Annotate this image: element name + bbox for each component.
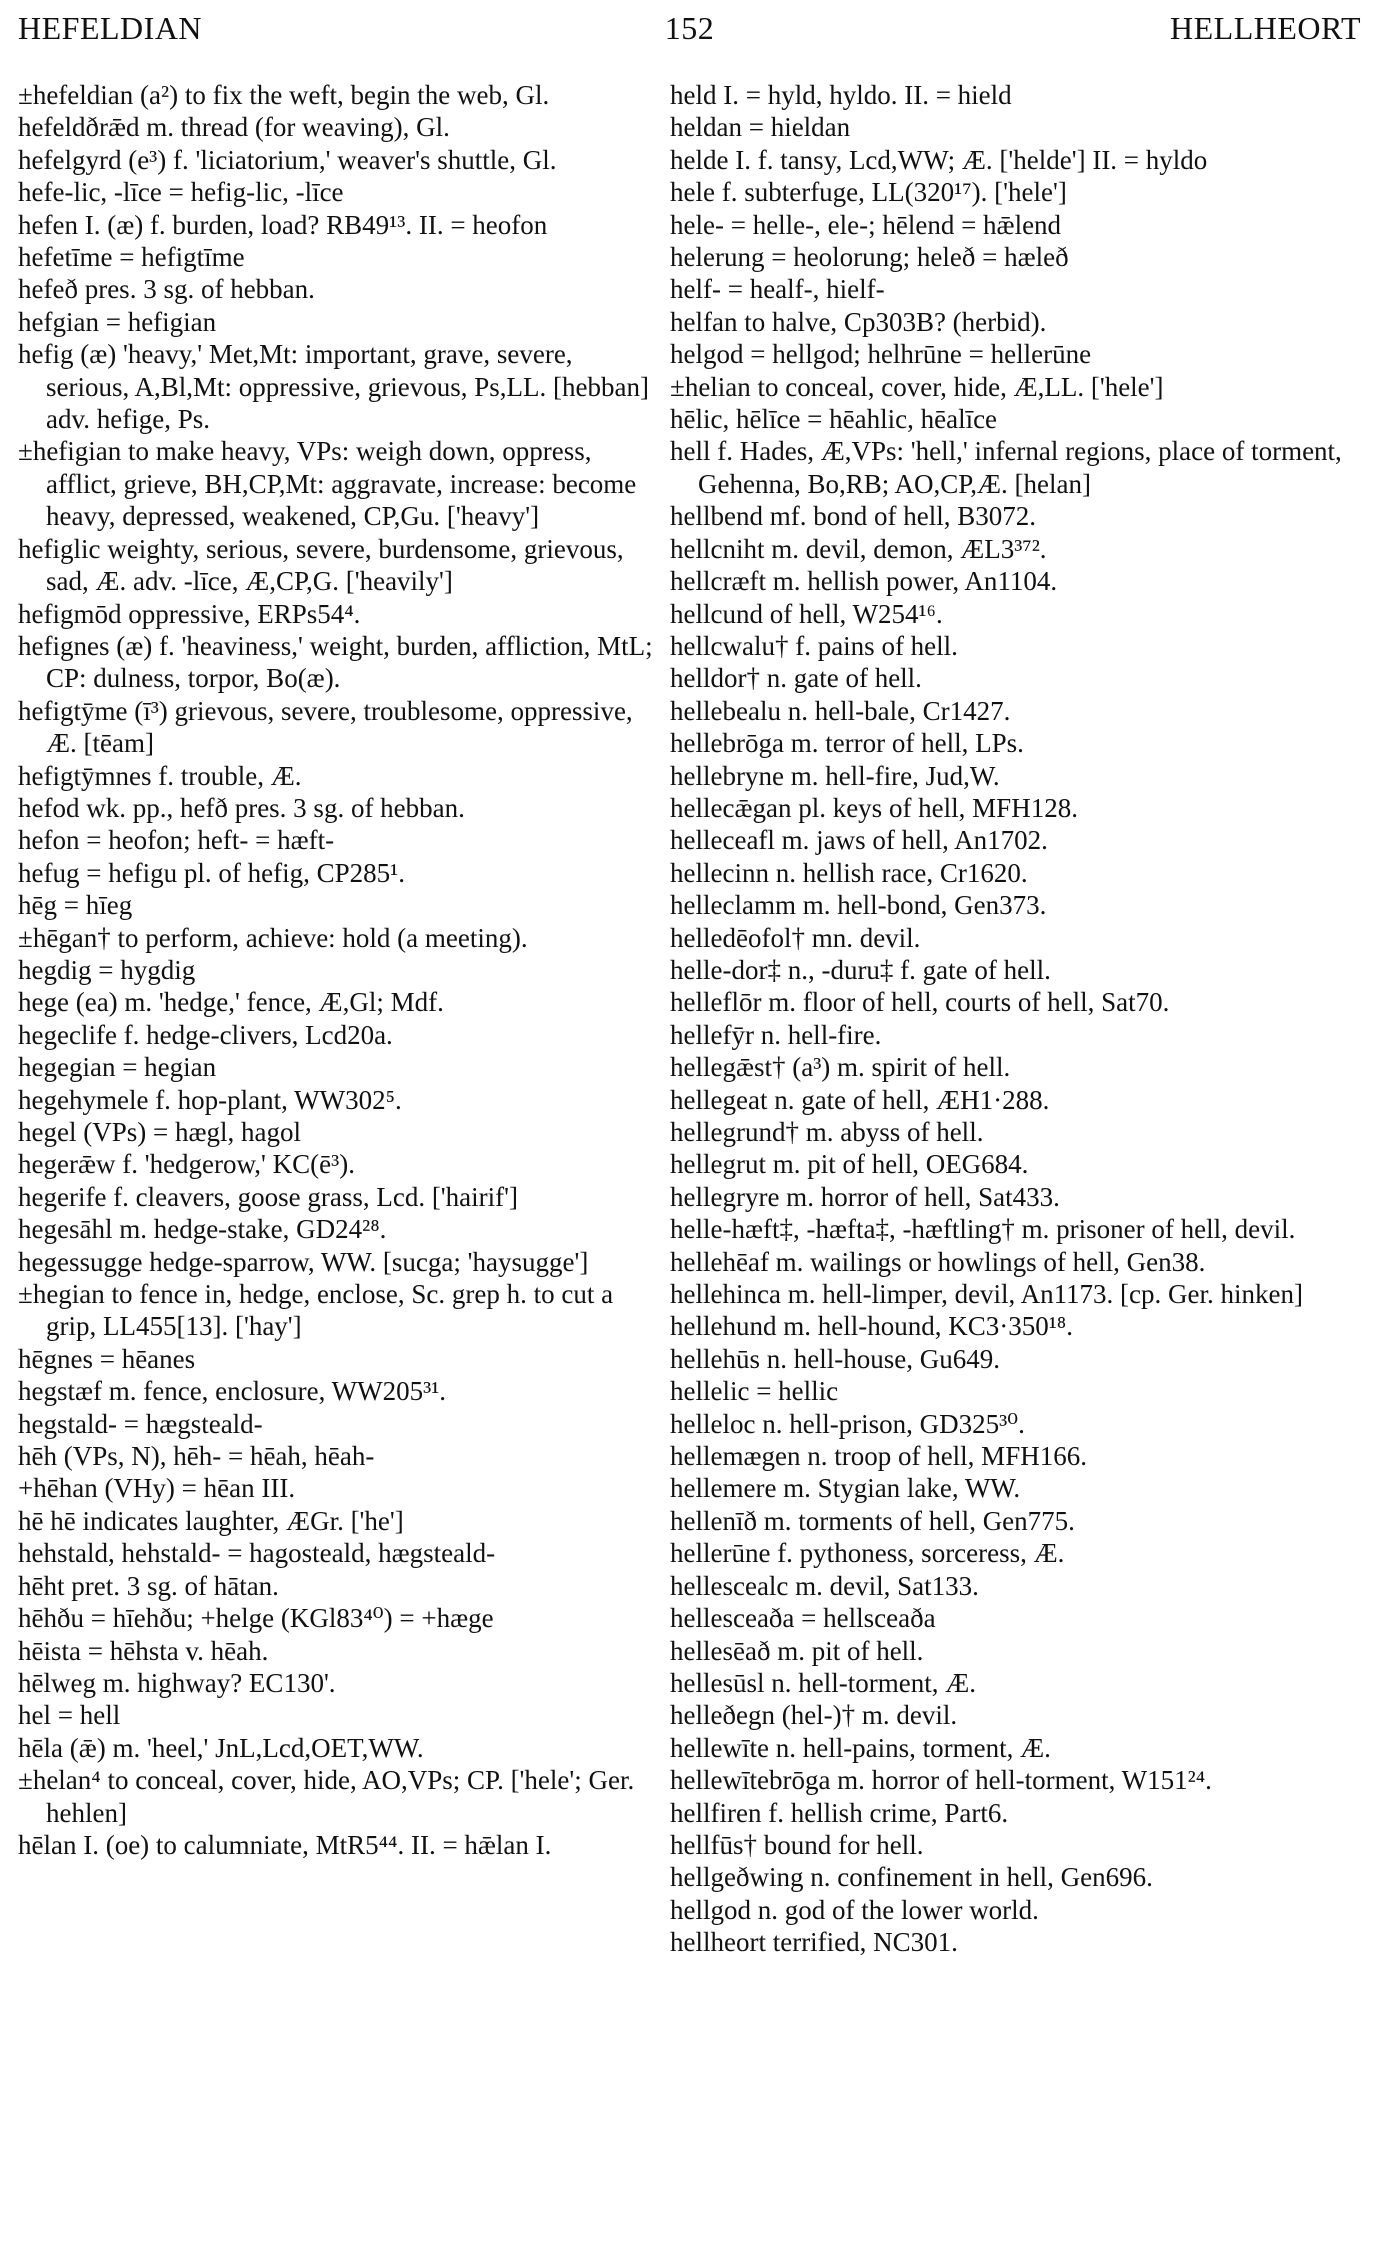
dictionary-entry: hellerūne f. pythoness, sorceress, Æ. <box>670 1538 1065 1569</box>
dictionary-entry: helleclamm m. hell-bond, Gen373. <box>670 890 1047 921</box>
dictionary-entry: hellegeat n. gate of hell, ÆH1·288. <box>670 1084 1050 1115</box>
dictionary-entry: hegdig = hygdig <box>18 954 196 985</box>
dictionary-entry: hellehūs n. hell-house, Gu649. <box>670 1343 1000 1374</box>
dictionary-entry: hefignes (æ) f. 'heaviness,' weight, burden, affliction, MtL; CP: dulness, torpor, Bo(æ). <box>18 630 653 694</box>
dictionary-entry: hēgnes = hēanes <box>18 1343 196 1374</box>
dictionary-entry: hehstald, hehstald- = hagosteald, hægsteald- <box>18 1538 496 1569</box>
dictionary-entry: helle-hæft‡, -hæfta‡, -hæftling† m. prisoner of hell, devil. <box>670 1214 1296 1245</box>
dictionary-entry: hēla (ǣ) m. 'heel,' JnL,Lcd,OET,WW. <box>18 1732 424 1763</box>
dictionary-entry: hellegrund† m. abyss of hell. <box>670 1117 984 1147</box>
dictionary-entry: hegeclife f. hedge-clivers, Lcd20a. <box>18 1019 393 1050</box>
dictionary-entry: hefigtȳmnes f. trouble, Æ. <box>18 760 302 791</box>
dictionary-entry: hellemere m. Stygian lake, WW. <box>670 1473 1021 1504</box>
dictionary-entry: hellfiren f. hellish crime, Part6. <box>670 1797 1009 1828</box>
dictionary-entry: hellheort terrified, NC301. <box>670 1927 958 1958</box>
dictionary-entry: helleloc n. hell-prison, GD325³⁰. <box>670 1408 1025 1439</box>
dictionary-entry: hellegǣst† (a³) m. spirit of hell. <box>670 1052 1011 1083</box>
dictionary-entry: hellfūs† bound for hell. <box>670 1829 924 1860</box>
dictionary-entry: hefe-lic, -līce = hefig-lic, -līce <box>18 177 344 208</box>
dictionary-entry: ±hegian to fence in, hedge, enclose, Sc. grep h. to cut a grip, LL455[13]. ['hay'] <box>18 1279 614 1342</box>
dictionary-entry: helde I. f. tansy, Lcd,WW; Æ. ['helde'] II. = hyldo <box>670 144 1208 175</box>
dictionary-entry: hefig (æ) 'heavy,' Met,Mt: important, grave, severe, serious, A,Bl,Mt: oppressive, grievous, Ps,LL. [hebban] adv. hefige, Ps. <box>18 339 649 435</box>
right-guide-word: HELLHEORT <box>1170 10 1361 46</box>
dictionary-entry: helleceafl m. jaws of hell, An1702. <box>670 825 1048 856</box>
dictionary-entry: hefgian = hefigian <box>18 306 217 337</box>
dictionary-entry: hegstald- = hægsteald- <box>18 1408 263 1439</box>
dictionary-entry: hellesūsl n. hell-torment, Æ. <box>670 1667 976 1698</box>
dictionary-entry: ±hefeldian (a²) to fix the weft, begin the web, Gl. <box>18 80 550 110</box>
dictionary-entry: hefod wk. pp., hefð pres. 3 sg. of hebban. <box>18 792 465 823</box>
dictionary-entry: hegstæf m. fence, enclosure, WW205³¹. <box>18 1376 447 1407</box>
dictionary-entry: helle-dor‡ n., -duru‡ f. gate of hell. <box>670 954 1051 985</box>
dictionary-entry: hellcræft m. hellish power, An1104. <box>670 566 1058 597</box>
dictionary-entry: hefeldðrǣd m. thread (for weaving), Gl. <box>18 112 450 143</box>
dictionary-entry: hellgod n. god of the lower world. <box>670 1894 1039 1925</box>
dictionary-entry: hellecinn n. hellish race, Cr1620. <box>670 857 1028 888</box>
dictionary-entry: ±hēgan† to perform, achieve: hold (a meeting). <box>18 922 528 953</box>
dictionary-entry: hellesceaða = hellsceaða <box>670 1603 936 1634</box>
dictionary-entry: hegesāhl m. hedge-stake, GD24²⁸. <box>18 1214 387 1245</box>
dictionary-entry: hēlan I. (oe) to calumniate, MtR5⁴⁴. II. = hǣlan I. <box>18 1829 552 1860</box>
dictionary-entry: hellebrōga m. terror of hell, LPs. <box>670 728 1024 759</box>
dictionary-entry: hege (ea) m. 'hedge,' fence, Æ,Gl; Mdf. <box>18 987 444 1018</box>
dictionary-entry: hēlic, hēlīce = hēahlic, hēalīce <box>670 404 998 435</box>
dictionary-entry: helleðegn (hel-)† m. devil. <box>670 1700 958 1731</box>
right-column <box>670 79 1360 1959</box>
dictionary-entry: +hēhan (VHy) = hēan III. <box>18 1473 296 1504</box>
left-guide-word: HEFELDIAN <box>18 10 203 46</box>
dictionary-entry: hellgeðwing n. confinement in hell, Gen696. <box>670 1862 1153 1893</box>
dictionary-entry: heldan = hieldan <box>670 112 851 143</box>
dictionary-entry: helledēofol† mn. devil. <box>670 922 921 953</box>
dictionary-entry: hellefȳr n. hell-fire. <box>670 1019 882 1050</box>
dictionary-entry: hellemægen n. troop of hell, MFH166. <box>670 1441 1087 1472</box>
dictionary-entry: hel = hell <box>18 1700 121 1731</box>
dictionary-entry: hellcwalu† f. pains of hell. <box>670 630 958 661</box>
dictionary-entry: hefon = heofon; heft- = hæft- <box>18 825 335 856</box>
dictionary-entry: hēlweg m. highway? EC130'. <box>18 1667 336 1698</box>
dictionary-entry: hellewīte n. hell-pains, torment, Æ. <box>670 1732 1051 1763</box>
dictionary-entry: helgod = hellgod; helhrūne = hellerūne <box>670 339 1092 370</box>
dictionary-entry: hēg = hīeg <box>18 890 133 921</box>
dictionary-entry: hefelgyrd (e³) f. 'liciatorium,' weaver's shuttle, Gl. <box>18 144 557 175</box>
dictionary-entry: hēista = hēhsta v. hēah. <box>18 1635 269 1666</box>
dictionary-entry: ±helan⁴ to conceal, cover, hide, AO,VPs; CP. ['hele'; Ger. hehlen] <box>18 1765 635 1828</box>
dictionary-entry: hēh (VPs, N), hēh- = hēah, hēah- <box>18 1441 375 1472</box>
dictionary-entry: hegessugge hedge-sparrow, WW. [sucga; 'haysugge'] <box>18 1246 589 1277</box>
dictionary-entry: helerung = heolorung; heleð = hæleð <box>670 242 1069 273</box>
dictionary-entry: hellenīð m. torments of hell, Gen775. <box>670 1505 1075 1536</box>
dictionary-entry: hellehēaf m. wailings or howlings of hell, Gen38. <box>670 1246 1206 1277</box>
dictionary-entry: hellehinca m. hell-limper, devil, An1173. [cp. Ger. hinken] <box>670 1279 1303 1310</box>
dictionary-entry: hegerǣw f. 'hedgerow,' KC(ē³). <box>18 1149 355 1180</box>
dictionary-entry: hefigmōd oppressive, ERPs54⁴. <box>18 598 361 629</box>
dictionary-entry: hellesēað m. pit of hell. <box>670 1635 924 1666</box>
dictionary-entry: hellebealu n. hell-bale, Cr1427. <box>670 695 1011 726</box>
dictionary-entry: hefeð pres. 3 sg. of hebban. <box>18 274 315 305</box>
dictionary-entry: hēhðu = hīehðu; +helge (KGl83⁴⁰) = +hæge <box>18 1603 494 1634</box>
dictionary-entry: hē hē indicates laughter, ÆGr. ['he'] <box>18 1505 404 1536</box>
dictionary-entry: hegerife f. cleavers, goose grass, Lcd. ['hairif'] <box>18 1181 519 1212</box>
dictionary-entry: hegegian = hegian <box>18 1052 217 1083</box>
dictionary-entry: hefiglic weighty, serious, severe, burdensome, grievous, sad, Æ. adv. -līce, Æ,CP,G. ['heavily'] <box>18 533 624 597</box>
dictionary-entry: helleflōr m. floor of hell, courts of hell, Sat70. <box>670 987 1170 1018</box>
dictionary-entry: hellehund m. hell-hound, KC3·350¹⁸. <box>670 1311 1073 1342</box>
left-column <box>18 79 658 1861</box>
dictionary-entry: held I. = hyld, hyldo. II. = hield <box>670 80 1012 110</box>
dictionary-entry: hellcniht m. devil, demon, ÆL3³⁷². <box>670 533 1047 564</box>
dictionary-entry: hēht pret. 3 sg. of hātan. <box>18 1570 279 1601</box>
dictionary-entry: hell f. Hades, Æ,VPs: 'hell,' infernal regions, place of torment, Gehenna, Bo,RB; AO,CP,Æ. [helan] <box>670 436 1342 499</box>
dictionary-entry: ±hefigian to make heavy, VPs: weigh down, oppress, afflict, grieve, BH,CP,Mt: aggravate, increase: become heavy, depressed, weakened, CP,Gu. ['heavy'] <box>18 436 637 532</box>
dictionary-entry: hellegrut m. pit of hell, OEG684. <box>670 1149 1029 1180</box>
dictionary-entry: ±helian to conceal, cover, hide, Æ,LL. ['hele'] <box>670 371 1164 402</box>
dictionary-entry: hefen I. (æ) f. burden, load? RB49¹³. II. = heofon <box>18 209 548 240</box>
dictionary-entry: hellecǣgan pl. keys of hell, MFH128. <box>670 792 1078 823</box>
dictionary-entry: helf- = healf-, hielf- <box>670 274 885 305</box>
dictionary-entry: hellcund of hell, W254¹⁶. <box>670 598 943 629</box>
page-header <box>18 10 1361 54</box>
dictionary-entry: hellebryne m. hell-fire, Jud,W. <box>670 760 1000 791</box>
page-number: 152 <box>664 10 715 46</box>
dictionary-entry: hellbend mf. bond of hell, B3072. <box>670 501 1036 532</box>
dictionary-entry: hele f. subterfuge, LL(320¹⁷). ['hele'] <box>670 177 1067 208</box>
dictionary-entry: hegehymele f. hop-plant, WW302⁵. <box>18 1084 402 1115</box>
dictionary-entry: hefetīme = hefigtīme <box>18 242 245 273</box>
dictionary-entry: hellegryre m. horror of hell, Sat433. <box>670 1181 1060 1212</box>
dictionary-entry: hefug = hefigu pl. of hefig, CP285¹. <box>18 857 406 888</box>
dictionary-entry: hele- = helle-, ele-; hēlend = hǣlend <box>670 209 1062 240</box>
dictionary-entry: hellescealc m. devil, Sat133. <box>670 1570 979 1601</box>
dictionary-entry: hellelic = hellic <box>670 1376 839 1407</box>
dictionary-entry: hellewītebrōga m. horror of hell-torment, W151²⁴. <box>670 1765 1212 1796</box>
dictionary-entry: hefigtȳme (ī³) grievous, severe, troublesome, oppressive, Æ. [tēam] <box>18 695 633 759</box>
dictionary-entry: helldor† n. gate of hell. <box>670 663 922 694</box>
dictionary-entry: helfan to halve, Cp303B? (herbid). <box>670 306 1047 337</box>
dictionary-entry: hegel (VPs) = hægl, hagol <box>18 1117 301 1147</box>
